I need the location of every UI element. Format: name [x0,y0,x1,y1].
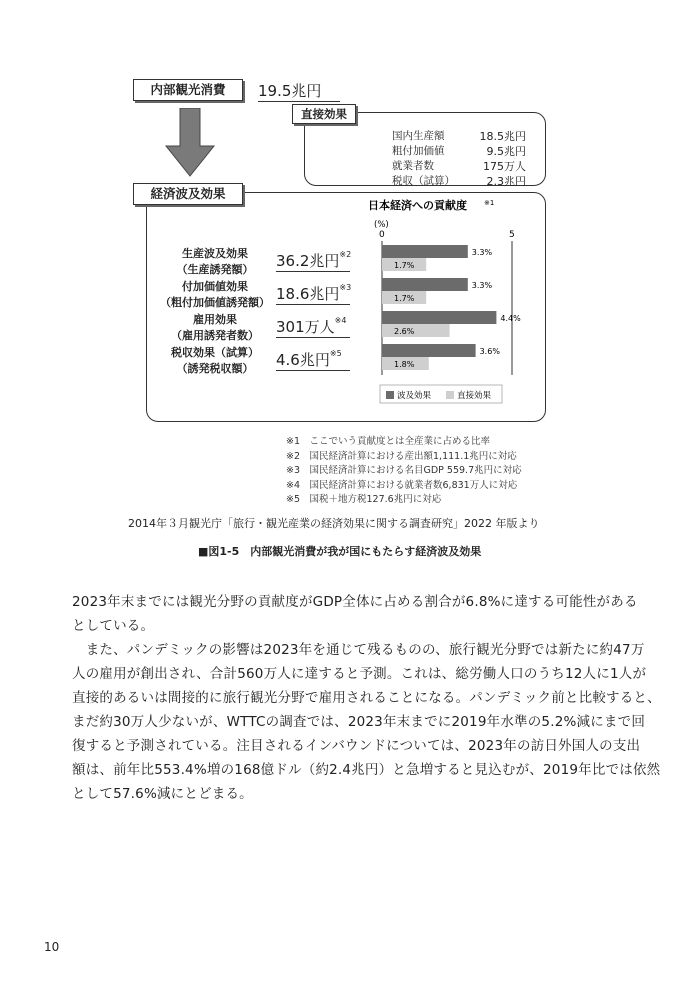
ripple-row-label-line2: （生産誘発額） [176,263,254,276]
axis-tick: 0 [379,230,385,240]
ripple-row-note-mark: ※4 [334,316,347,325]
bar-ripple [382,344,476,357]
ripple-row-label [150,312,280,344]
direct-item-label: 就業者数 [392,160,434,172]
ripple-row-value [276,250,350,272]
footnote: ※1 ここでいう貢献度とは全産業に占める比率 [286,436,491,447]
bar-direct-label: 2.6% [394,327,415,336]
ripple-row-label-line2: （雇用誘発者数） [171,329,259,342]
body-line: 2023年末までには観光分野の貢献度がGDP全体に占める割合が6.8%に達する可能性がある [72,594,638,610]
ripple-row-note-mark: ※5 [329,349,342,358]
bar-direct [382,324,450,337]
source-note: 2014年３月観光庁「旅行・観光産業の経済効果に関する調査研究」2022 年版より [128,517,540,530]
body-line: 復すると予測されている。注目されるインバウンドについては、2023年の訪日外国人の支出 [72,738,641,754]
ripple-row-value [276,349,350,371]
ripple-row-label-line1: 雇用効果 [193,313,237,326]
chart-title: 日本経済への貢献度 [368,199,467,212]
direct-item-value: 9.5兆円 [486,145,526,158]
ripple-row-label [150,279,280,311]
bar-ripple-label: 4.4% [500,314,521,323]
axis-tick: 5 [509,230,515,240]
body-line: 人の雇用が創出され、合計560万人に達すると予測。これは、総労働人口のうち12人に1人が [72,666,647,682]
ripple-row-label [150,246,280,278]
body-line: また、パンデミックの影響は2023年を通じて残るものの、旅行観光分野では新たに約47万 [72,642,645,658]
page-number: 10 [44,940,60,954]
ripple-row-value-text: 36.2兆円 [276,252,340,270]
direct-item-label: 粗付加価値 [392,145,445,157]
internal-consumption-label: 内部観光消費 [133,79,243,101]
ripple-row-label [150,345,280,377]
ripple-effect-label: 経済波及効果 [133,183,243,205]
ripple-row-note-mark: ※3 [339,283,352,292]
footnote: ※5 国税＋地方税127.6兆円に対応 [286,494,442,505]
body-line: として57.6%減にとどまる。 [72,786,253,802]
ripple-row-label-line1: 税収効果（試算） [171,346,259,359]
body-line: 直接的あるいは間接的に旅行観光分野で雇用されることになる。パンデミック前と比較すると、 [72,690,661,706]
bar-ripple [382,245,468,258]
ripple-row-value-text: 18.6兆円 [276,285,340,303]
direct-item-value: 175万人 [483,160,526,173]
footnote: ※3 国民経済計算における名目GDP 559.7兆円に対応 [286,465,522,476]
footnote: ※2 国民経済計算における産出額1,111.1兆円に対応 [286,450,517,462]
bar-ripple-label: 3.3% [471,281,493,290]
contribution-chart [360,195,540,410]
body-line: としている。 [72,618,155,634]
bar-direct-label: 1.7% [394,261,415,270]
bar-ripple-label: 3.3% [471,248,493,257]
legend-label-direct: 直接効果 [457,391,492,401]
direct-item-label: 税収（試算） [392,175,455,187]
chart-title-note: ※1 [484,199,495,207]
ripple-row-label-line2: （誘発税収額） [176,362,254,375]
legend-swatch-ripple [386,391,394,399]
bar-direct-label: 1.7% [394,294,415,303]
down-arrow-icon [160,108,220,180]
body-line: 額は、前年比553.4%増の168億ドル（約2.4兆円）と急増すると見込むが、2019年比では依然 [72,762,661,778]
direct-item-label: 国内生産額 [392,130,445,142]
chart-unit: (%) [374,220,389,230]
direct-item-value: 18.5兆円 [479,130,526,143]
ripple-row-value-text: 301万人 [276,318,335,336]
bar-direct-label: 1.8% [394,360,415,369]
legend-swatch-direct [446,391,454,399]
bar-ripple [382,278,468,291]
internal-consumption-value: 19.5兆円 [258,80,340,102]
footnote: ※4 国民経済計算における就業者数6,831万人に対応 [286,479,518,491]
bar-ripple-label: 3.6% [479,347,500,356]
ripple-row-note-mark: ※2 [339,250,352,259]
legend-label-ripple: 波及効果 [397,391,432,401]
ripple-row-value [276,316,350,338]
ripple-row-value [276,283,350,305]
body-line: まだ約30万人少ないが、WTTCの調査では、2023年末までに2019年水準の5.2%減にまで回 [72,714,646,730]
direct-effect-label: 直接効果 [292,104,356,124]
direct-item-value: 2.3兆円 [486,175,526,188]
ripple-row-label-line1: 付加価値効果 [182,280,248,293]
ripple-row-label-line2: （粗付加価値誘発額） [160,296,270,309]
bar-ripple [382,311,496,324]
ripple-row-label-line1: 生産波及効果 [182,247,248,260]
figure-caption: ■図1-5 内部観光消費が我が国にもたらす経済波及効果 [198,545,482,558]
ripple-row-value-text: 4.6兆円 [276,351,330,369]
